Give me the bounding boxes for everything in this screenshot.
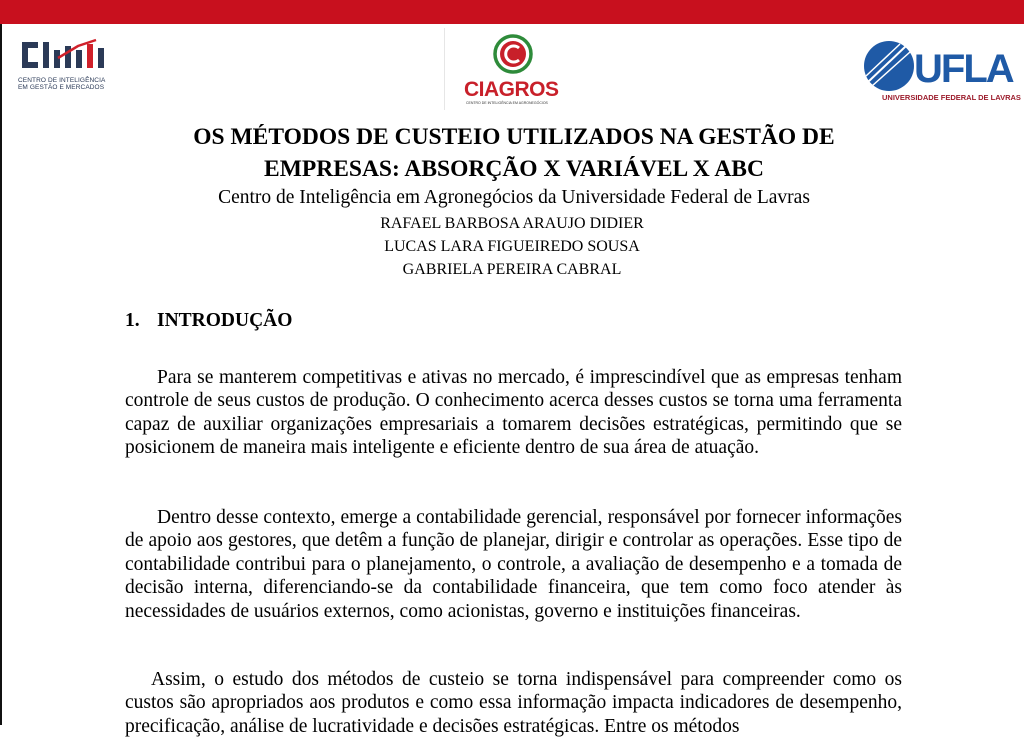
author-name: LUCAS LARA FIGUEIREDO SOUSA [384,238,640,255]
ufla-emblem [862,40,1022,92]
ufla-caption: UNIVERSIDADE FEDERAL DE LAVRAS [882,93,1021,102]
institution-line: Centro de Inteligência em Agronegócios da Universidade Federal de Lavras [218,187,810,208]
ciml-caption-line1: CENTRO DE INTELIGÊNCIA [18,77,106,84]
ciml-logo [18,36,128,96]
section-title: INTRODUÇÃO [157,310,293,331]
body-paragraph: Assim, o estudo dos métodos de custeio se torna indispensável para compreender como os custos são apropriados aos produtos e como essa informação impacta indicadores de desempenho, precificação, análise de lucratividade e decisões estratégicas. Entre os métodos [125,669,902,737]
top-color-bar [0,0,1024,24]
ufla-wordmark: UFLA [914,47,1013,91]
ciagros-logo [462,34,572,106]
ufla-logo [862,40,1022,106]
author-name: RAFAEL BARBOSA ARAUJO DIDIER [380,215,644,232]
ciagros-emblem [462,34,572,78]
document-title-line2: EMPRESAS: ABSORÇÃO X VARIÁVEL X ABC [264,156,764,182]
ciagros-wordmark: CIAGROS [464,78,559,101]
document-title-line1: OS MÉTODOS DE CUSTEIO UTILIZADOS NA GESTÃO DE [193,124,835,150]
section-number: 1. [125,310,140,331]
body-paragraph: Dentro desse contexto, emerge a contabilidade gerencial, responsável por fornecer informações de apoio aos gestores, que detêm a função de planejar, dirigir e controlar as operações. Esse tipo de contabilidade contribui para o planejamento, o controle, a avaliação de desempenho e a tomada de decisão interna, diferenciando-se da contabilidade financeira, que tem como foco atender às necessidades de usuários externos, como acionistas, governo e instituições financeiras. [125,507,902,622]
ciml-caption-line2: EM GESTÃO E MERCADOS [18,84,105,91]
body-paragraph: Para se manterem competitivas e ativas no mercado, é imprescindível que as empresas tenham controle de seus custos de produção. O conhecimento acerca desses custos se torna uma ferramenta capaz de auxiliar organizações empresariais a tomarem decisões estratégicas, permitindo que se posicionem de maneira mais inteligente e eficiente dentro de sua área de atuação. [125,367,902,459]
ciml-caption [18,77,105,91]
ciml-logo-mark [18,36,118,76]
header-divider [444,28,445,110]
section-heading [125,310,292,332]
ciagros-subtitle: CENTRO DE INTELIGÊNCIA EM AGRONEGÓCIOS [466,101,548,105]
author-name: GABRIELA PEREIRA CABRAL [402,261,622,278]
